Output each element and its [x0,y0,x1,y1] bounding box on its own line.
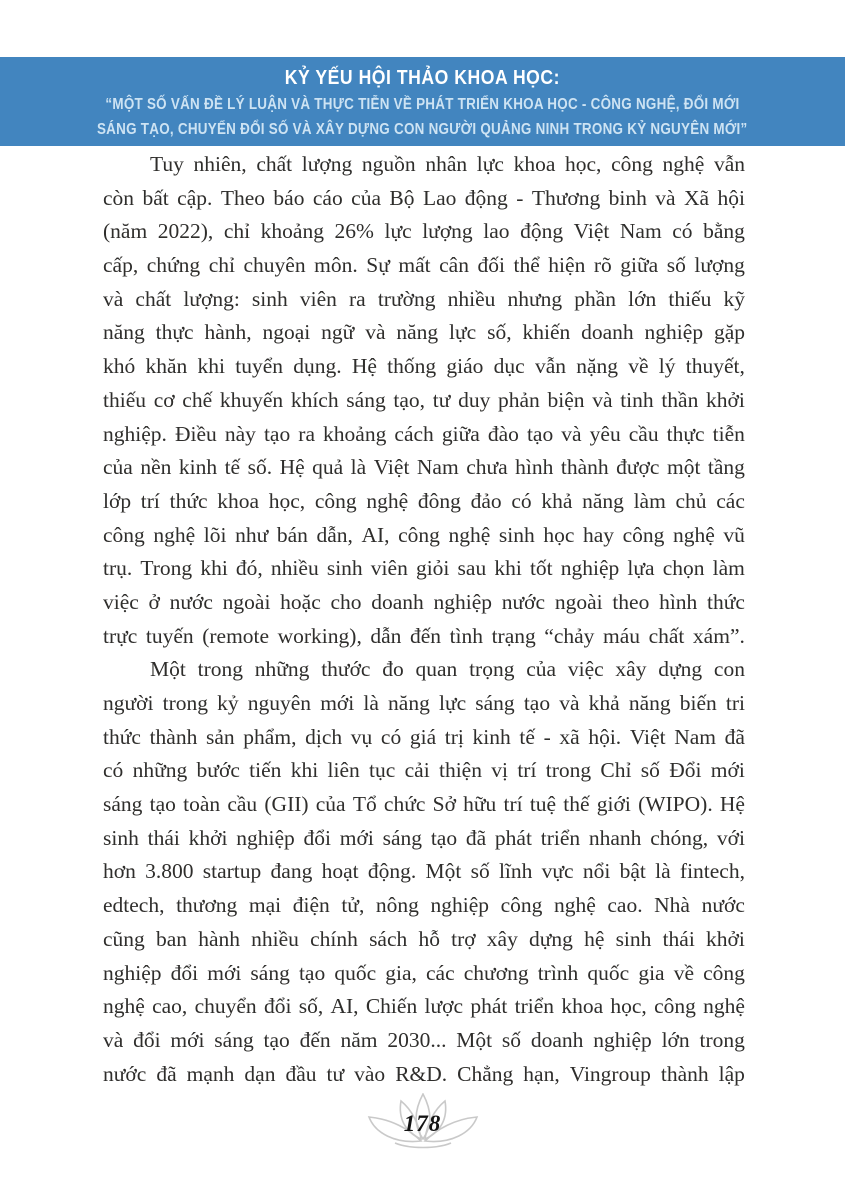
text-line: lớp trí thức khoa học, công nghệ đông đảo có khả năng làm chủ các [103,488,745,513]
text-line: thức thành sản phẩm, dịch vụ có giá trị kinh tế - xã hội. Việt Nam đã [103,724,745,749]
page-number: 178 [403,1111,442,1136]
lotus-ornament [361,1093,485,1151]
text-line: nghệ cao, chuyển đổi số, AI, Chiến lược phát triển khoa học, công nghệ [103,994,745,1019]
text-line: của nền kinh tế số. Hệ quả là Việt Nam chưa hình thành được một tầng [103,455,745,480]
text-line: trực tuyến (remote working), dẫn đến tình trạng “chảy máu chất xám”. [103,623,745,648]
text-line: sáng tạo toàn cầu (GII) của Tổ chức Sở hữu trí tuệ thế giới (WIPO). Hệ [103,792,745,817]
text-line: công nghệ lõi như bán dẫn, AI, công nghệ sinh học hay công nghệ vũ [103,522,745,547]
text-line: khó khăn khi tuyển dụng. Hệ thống giáo dục vẫn nặng về lý thuyết, [103,354,745,379]
text-line: cũng ban hành nhiều chính sách hỗ trợ xây dựng hệ sinh thái khởi [103,926,745,951]
text-line: nghiệp. Điều này tạo ra khoảng cách giữa đào tạo và yêu cầu thực tiễn [103,421,745,446]
text-line: việc ở nước ngoài hoặc cho doanh nghiệp nước ngoài theo hình thức [103,589,745,614]
banner-subtitle-line1: “MỘT SỐ VẤN ĐỀ LÝ LUẬN VÀ THỰC TIỄN VỀ PHÁT TRIỂN KHOA HỌC - CÔNG NGHỆ, ĐỔI MỚI [105,95,740,113]
paragraph [103,657,745,1095]
text-line: người trong kỷ nguyên mới là năng lực sáng tạo và khả năng biến tri [103,691,745,715]
text-line: thiếu cơ chế khuyến khích sáng tạo, tư duy phản biện và tinh thần khởi [103,387,745,412]
text-line: cấp, chứng chỉ chuyên môn. Sự mất cân đối thể hiện rõ giữa số lượng [103,253,745,278]
text-line: edtech, thương mại điện tử, nông nghiệp công nghệ cao. Nhà nước [103,893,745,918]
text-line: năng thực hành, ngoại ngữ và năng lực số, khiến doanh nghiệp gặp [103,320,745,345]
text-line: hơn 3.800 startup đang hoạt động. Một số lĩnh vực nổi bật là fintech, [103,859,745,884]
text-line: nước đã mạnh dạn đầu tư vào R&D. Chẳng hạn, Vingroup thành lập [103,1061,745,1086]
text-line: Tuy nhiên, chất lượng nguồn nhân lực khoa học, công nghệ vẫn [150,152,745,176]
header-banner [0,57,845,146]
text-line: và chất lượng: sinh viên ra trường nhiều nhưng phần lớn thiếu kỹ [103,286,745,311]
text-line: (năm 2022), chỉ khoảng 26% lực lượng lao động Việt Nam có bằng [103,219,745,244]
text-line: sinh thái khởi nghiệp đổi mới sáng tạo đã phát triển nhanh chóng, với [103,825,745,850]
text-line: nghiệp đổi mới sáng tạo quốc gia, các chương trình quốc gia về công [103,960,745,985]
text-line: trụ. Trong khi đó, nhiều sinh viên giỏi sau khi tốt nghiệp lựa chọn làm [103,556,745,581]
banner-title: KỶ YẾU HỘI THẢO KHOA HỌC: [284,66,561,89]
text-line: còn bất cập. Theo báo cáo của Bộ Lao động - Thương binh và Xã hội [103,185,745,210]
paragraph [103,152,745,657]
banner-subtitle-line2: SÁNG TẠO, CHUYỂN ĐỔI SỐ VÀ XÂY DỰNG CON NGƯỜI QUẢNG NINH TRONG KỶ NGUYÊN MỚI” [97,120,748,138]
page-body [103,152,745,1095]
text-line: có những bước tiến khi liên tục cải thiện vị trí trong Chỉ số Đổi mới [103,758,745,783]
text-line: và đổi mới sáng tạo đến năm 2030... Một số doanh nghiệp lớn trong [103,1027,745,1052]
page-footer [0,1093,845,1163]
text-line: Một trong những thước đo quan trọng của việc xây dựng con [150,657,745,682]
